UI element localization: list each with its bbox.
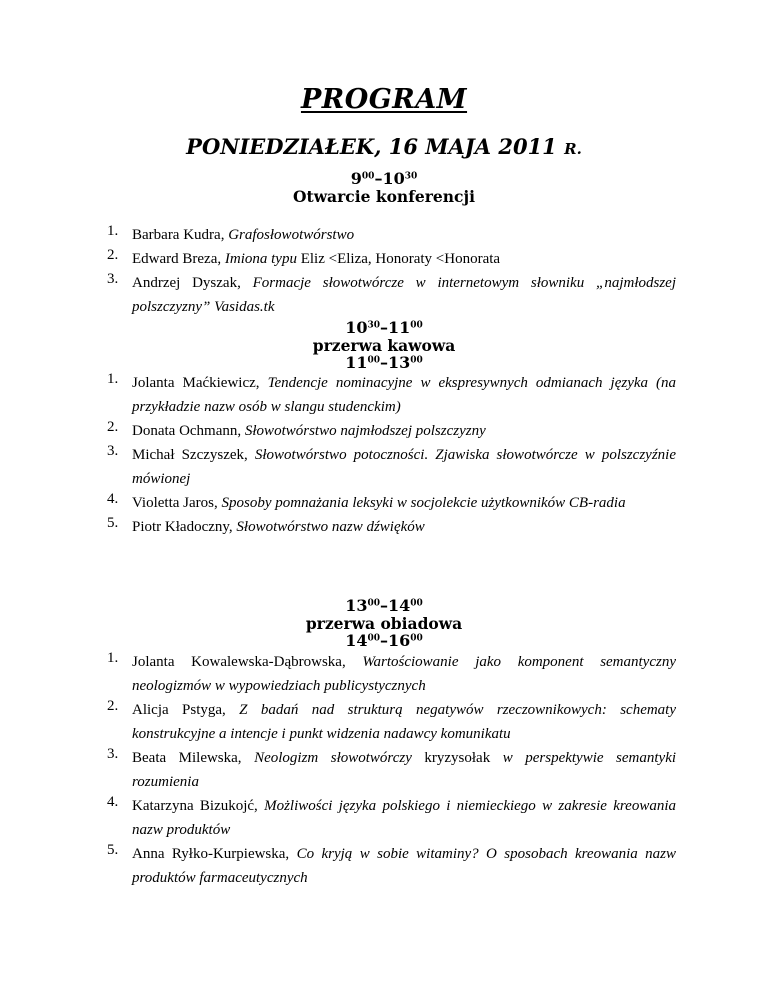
date-text: PONIEDZIAŁEK, 16 MAJA 2011 xyxy=(186,134,557,159)
item-number: 3. xyxy=(107,443,119,459)
time-minute: 00 xyxy=(410,633,423,644)
talk-author: Alicja Pstyga, xyxy=(132,702,226,718)
talk-author: Violetta Jaros, xyxy=(132,495,218,511)
time-minute: 00 xyxy=(367,598,380,609)
talk-title: Neologizm słowotwórczy xyxy=(254,750,412,766)
item-number: 3. xyxy=(107,746,119,762)
session-list-1 xyxy=(107,223,676,319)
list-item xyxy=(107,419,676,443)
time-hour: 10 xyxy=(345,318,368,337)
list-item xyxy=(107,371,676,419)
block-label-opening: Otwarcie konferencji xyxy=(293,187,475,206)
item-number: 3. xyxy=(107,271,119,287)
time-minute: 00 xyxy=(361,171,375,182)
talk-author: Jolanta Kowalewska-Dąbrowska, xyxy=(132,654,346,670)
item-number: 2. xyxy=(107,247,119,263)
time-minute: 30 xyxy=(404,171,418,182)
list-item xyxy=(107,491,676,515)
list-item xyxy=(107,247,676,271)
item-number: 5. xyxy=(107,842,119,858)
time-range-opening: $9^{00}-10^{30}$ xyxy=(350,169,418,188)
talk-title: Co kryją w sobie witaminy? O sposobach kreowania nazw produktów farmaceutycznych xyxy=(132,846,676,886)
item-number: 1. xyxy=(107,650,119,666)
session-list-3 xyxy=(107,650,676,890)
time-range-lunch: $13^{00}-14^{00}$ xyxy=(345,596,423,615)
item-number: 1. xyxy=(107,223,119,239)
time-hour: 13 xyxy=(345,596,368,615)
talk-author: Beata Milewska, xyxy=(132,750,242,766)
list-item xyxy=(107,223,676,247)
date-suffix: R. xyxy=(564,140,582,158)
talk-author: Michał Szczyszek, xyxy=(132,447,248,463)
time-range-session-2: $11^{00}-13^{00}$ xyxy=(345,353,423,372)
item-number: 4. xyxy=(107,491,119,507)
talk-author: Edward Breza, xyxy=(132,251,222,267)
talk-author: Barbara Kudra, xyxy=(132,227,225,243)
talk-title: Słowotwórstwo potoczności. Zjawiska słowotwórcze w polszczyźnie mówionej xyxy=(132,447,676,487)
list-item xyxy=(107,794,676,842)
time-hour: 9 xyxy=(350,169,362,188)
talk-title: Tendencje nominacyjne w ekspresywnych odmianach języka (na przykładzie nazw osób w slangu studenckim) xyxy=(132,375,677,415)
list-item xyxy=(107,746,676,794)
talk-author: Donata Ochmann, xyxy=(132,423,242,439)
talk-extra: Eliz <Eliza, Honoraty <Honorata xyxy=(300,251,501,267)
time-minute: 00 xyxy=(367,355,380,366)
talk-author: Anna Ryłko-Kurpiewska, xyxy=(132,846,290,862)
time-minute: 00 xyxy=(410,320,423,331)
time-minute: 00 xyxy=(367,633,380,644)
talk-title: Słowotwórstwo najmłodszej polszczyzny xyxy=(244,423,486,439)
item-number: 1. xyxy=(107,371,119,387)
list-item xyxy=(107,698,676,746)
block-label-coffee: przerwa kawowa xyxy=(312,336,456,355)
talk-title: Grafosłowotwórstwo xyxy=(228,227,355,243)
list-item xyxy=(107,271,676,319)
talk-author: Piotr Kładoczny, xyxy=(132,519,233,535)
talk-title: Formacje słowotwórcze w internetowym słowniku „najmłodszej polszczyzny” Vasidas.tk xyxy=(132,275,677,315)
talk-title: Słowotwórstwo nazw dźwięków xyxy=(236,519,425,535)
time-minute: 00 xyxy=(410,355,423,366)
time-hour: 16 xyxy=(388,631,411,650)
talk-title: Sposoby pomnażania leksyki w socjolekcie użytkowników CB-radia xyxy=(221,495,626,511)
session-list-2 xyxy=(107,371,676,539)
time-hour: 11 xyxy=(388,318,411,337)
time-range-session-3: $14^{00}-16^{00}$ xyxy=(345,631,423,650)
time-range-coffee: $10^{30}-11^{00}$ xyxy=(345,318,423,337)
item-number: 4. xyxy=(107,794,119,810)
time-minute: 00 xyxy=(410,598,423,609)
time-hour: 10 xyxy=(382,169,405,188)
talk-title: Możliwości języka polskiego i niemieckiego w zakresie kreowania nazw produktów xyxy=(132,798,676,838)
time-hour: 14 xyxy=(345,631,368,650)
list-item xyxy=(107,515,676,539)
talk-author: Katarzyna Bizukojć, xyxy=(132,798,258,814)
list-item xyxy=(107,650,676,698)
talk-author: Jolanta Maćkiewicz, xyxy=(132,375,260,391)
conference-date xyxy=(0,134,768,159)
block-label-lunch: przerwa obiadowa xyxy=(305,614,463,633)
talk-title-cont: w perspektywie semantyki rozumienia xyxy=(132,750,677,790)
time-minute: 30 xyxy=(367,320,380,331)
list-item xyxy=(107,443,676,491)
talk-title-word: kryzysołak xyxy=(424,750,491,766)
talk-author: Andrzej Dyszak, xyxy=(132,275,241,291)
time-hour: 11 xyxy=(345,353,368,372)
list-item xyxy=(107,842,676,890)
talk-title: Z badań nad strukturą negatywów rzeczownikowych: schematy konstrukcyjne a intencje i punkt widzenia nadawcy komunikatu xyxy=(132,702,677,742)
time-hour: 13 xyxy=(388,353,411,372)
page-title: PROGRAM xyxy=(300,84,468,115)
item-number: 2. xyxy=(107,698,119,714)
time-hour: 14 xyxy=(388,596,411,615)
talk-title: Wartościowanie jako komponent semantyczny neologizmów w wypowiedziach publicystycznych xyxy=(132,654,676,694)
talk-title: Imiona typu xyxy=(224,251,297,267)
item-number: 2. xyxy=(107,419,119,435)
item-number: 5. xyxy=(107,515,119,531)
